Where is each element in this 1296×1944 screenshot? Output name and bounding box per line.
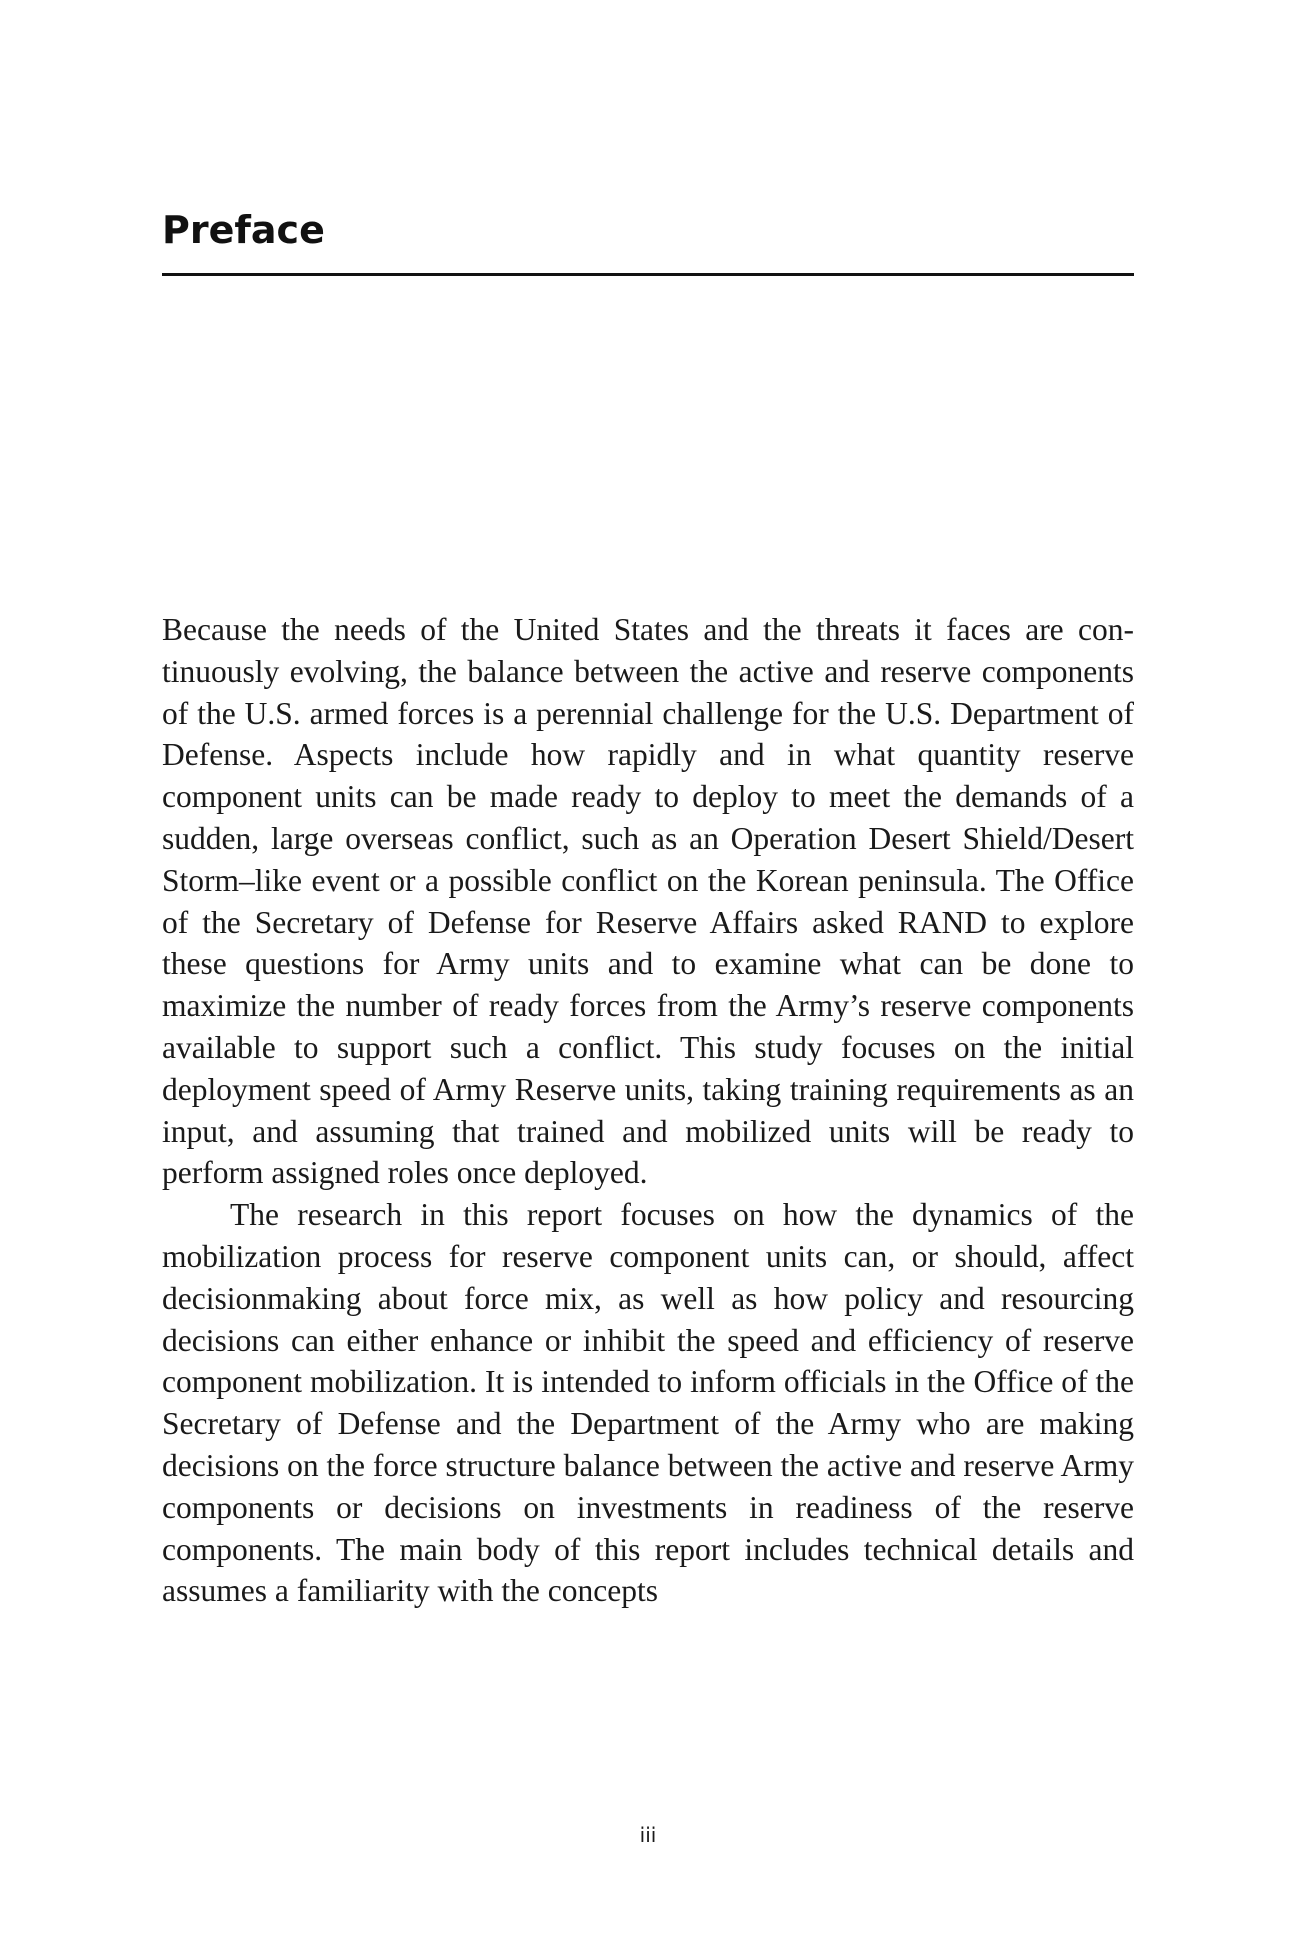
page-number: iii [639, 1823, 657, 1847]
page-title: Preface [162, 208, 325, 252]
paragraph-1: Because the needs of the United States and the threats it faces are continuously evolving, the balance between the active and reserve components of the U.S. armed forces is a perennial challenge for the U.S. Department of Defense. Aspects include how rapidly and in what quantity reserve component units can be made ready to deploy to meet the demands of a sudden, large overseas conflict, such as an Operation Desert Shield/Desert Storm–like event or a possible conflict on the Korean peninsula. The Office of the Secretary of Defense for Reserve Affairs asked RAND to explore these questions for Army units and to examine what can be done to maximize the number of ready forces from the Army’s reserve components available to support such a conflict. This study focuses on the initial deployment speed of Army Reserve units, taking training requirements as an input, and assuming that trained and mobilized units will be ready to perform assigned roles once deployed. [162, 612, 1134, 1191]
heading-rule [162, 273, 1134, 276]
body-text [162, 609, 1134, 1612]
paragraph-2: The research in this report focuses on how the dynamics of the mobilization process for reserve component units can, or should, affect decisionmaking about force mix, as well as how policy and resourcing decisions can either enhance or inhibit the speed and efficiency of reserve component mobilization. It is intended to inform officials in the Office of the Secretary of Defense and the Department of the Army who are making decisions on the force structure balance between the active and reserve Army components or decisions on investments in readiness of the reserve components. The main body of this report includes technical details and assumes a familiarity with the concepts [162, 1197, 1134, 1609]
